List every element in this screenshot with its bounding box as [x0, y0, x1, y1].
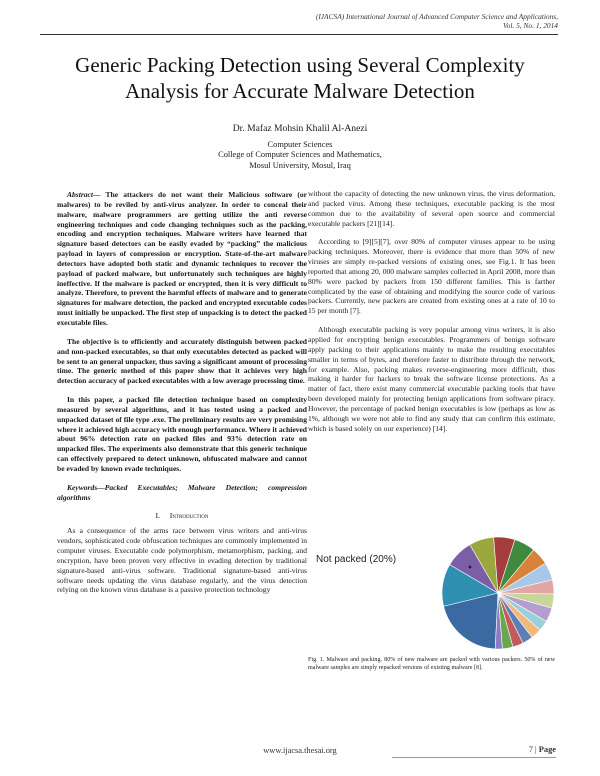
keywords: Keywords—Packed Executables; Malware Detection; compression algorithms: [57, 482, 307, 502]
title-line-1: Generic Packing Detection using Several Complexity: [75, 53, 525, 77]
intro-paragraph-1: As a consequence of the arms race between virus writers and anti-virus vendors, sophisticated code obfuscation techniques are commonly implemented in computer viruses. Executable code polymorphism, metamorphism, packing, and encryption, have been proven very effective in evading detection by traditional signature-based anti-virus software. Traditional signature-based anti-virus software needs updating the virus database regularly, and the virus detection relying on the known virus database is a passive protection technology: [57, 526, 307, 595]
header-rule: [40, 34, 558, 35]
page-number: 7 | Page: [528, 745, 556, 754]
right-paragraph-2: According to [9][5][7], over 80% of computer viruses appear to be using packing techniques. Moreover, there is evidence that more than 50% of new viruses are simply re-packed versions of existing ones, see Fig.1. It has been reported that among 20, 000 malware samples collected in April 2008, more than 80% were packed by packers from 150 different families. This is farther complicated by the ease of obtaining and modifying the source code of various packers. Currently, new packers are created from existing ones at a rate of 10 to 15 per month [7].: [308, 237, 555, 316]
affiliation-university: Mosul University, Mosul, Iraq: [249, 160, 351, 170]
pie-chart-svg: [308, 534, 555, 650]
abstract-text-1: The attackers do not want their Malicious software (or malwares) to be reviled by anti-virus analyzer. In order to conceal their malware, malware programmers are getting utilize the anti reverse engineering techniques and code changing techniques such as the packing, encoding and encryption techniques. Malware writers have learned that signature based detectors can be easily evaded by “packing” the malicious payload in layers of compression or encryption. State-of-the-art malware detectors have adopted both static and dynamic techniques to recover the payload of packed malware, but unfortunately such techniques are highly ineffective. If the malware is packed or encrypted, then it is very difficult to analyze. Therefore, to prevent the harmful effects of malware and to generate signatures for malware detection, the packed and encrypted executable codes must initially be unpacked. The first step of unpacking is to detect the packed executable files.: [57, 190, 307, 327]
abstract-paragraph-1: Abstract— The attackers do not want their Malicious software (or malwares) to be reviled by anti-virus analyzer. In order to conceal their malware, malware programmers are getting utilize the anti reverse engineering techniques and code changing techniques such as the packing, encoding and encryption techniques. Malware writers have learned that signature based detectors can be easily evaded by “packing” the malicious payload in layers of compression or encryption. State-of-the-art malware detectors have adopted both static and dynamic techniques to recover the payload of packed malware, but unfortunately such techniques are highly ineffective. If the malware is packed or encrypted, then it is very difficult to analyze. Therefore, to prevent the harmful effects of malware and to generate signatures for malware detection, the packed and encrypted executable codes must initially be unpacked. The first step of unpacking is to detect the packed executable files.: [57, 190, 307, 327]
abstract-label: Abstract: [67, 190, 93, 199]
journal-volume: Vol. 5, No. 1, 2014: [502, 21, 558, 30]
affiliation-dept: Computer Sciences: [267, 140, 333, 149]
keywords-text: Packed Executables; Malware Detection; compression algorithms: [57, 482, 307, 502]
left-column: [57, 190, 307, 604]
affiliation-college: College of Computer Sciences and Mathematics,: [218, 150, 382, 160]
section-heading-introduction: [57, 511, 307, 521]
figure-1-pie-chart: [308, 534, 555, 650]
abstract-paragraph-2: The objective is to efficiently and accurately distinguish between packed and non-packed executables, so that only executables detected as packed will be sent to an general unpacker, thus saving a significant amount of processing time. The generic method of this paper show that it achieves very high detection accuracy of packed executables with a low average processing time.: [57, 336, 307, 386]
pie-label-not-packed: Not packed (20%): [316, 554, 397, 565]
journal-header: [316, 12, 558, 30]
right-paragraph-3: Although executable packing is very popular among virus writers, it is also applied for encrypting benign executables. Programmers of benign software apply packing to their applications mainly to make the resulting executables smaller in terms of bytes, and therefore faster to distribute through the network, for example. Also, packing makes reverse-engineering more difficult, thus making it harder for hackers to break the software license protections. As a matter of fact, there exist many commercial executable packing tools that have been developed mainly for protecting benign applications from software piracy. However, the percentage of packed benign executables is low (perhaps as low as 1%, although we were not able to find any study that can confirm this estimate, which is based solely on our experience) [14].: [308, 325, 555, 433]
author-name: Dr. Mafaz Mohsin Khalil Al-Anezi: [232, 123, 368, 134]
page-number-value: 7: [528, 745, 533, 754]
right-paragraph-1: without the capacity of detecting the new unknown virus, the virus deformation, and packed virus. Among these techniques, executable packing is the most common due to the availability of several open source and commercial executable packers [21][14].: [308, 189, 555, 228]
journal-name: (IJACSA) International Journal of Advanced Computer Science and Applications,: [315, 12, 558, 21]
footer-rule: [392, 757, 556, 758]
pie-marker-dot: [469, 566, 472, 569]
section-title: Introduction: [169, 511, 209, 521]
abstract-paragraph-3: In this paper, a packed file detection technique based on complexity measured by several algorithms, and it has tested using a packed and unpacked dataset of file type .exe. The preliminary results are very promising where it achieved high accuracy with enough performance. Where it achieved about 96% detection rate on packed files and 93% detection rate on unpacked files. The experiments also demonstrate that this generic technique can effectively prepared to detect unknown, obfuscated malware and cannot be evaded by known evade techniques.: [57, 395, 307, 473]
keywords-label: Keywords: [67, 482, 98, 492]
author-affiliation: [0, 140, 600, 171]
paper-title: [20, 52, 580, 104]
page-number-label: Page: [538, 745, 556, 754]
footer-url[interactable]: www.ijacsa.thesai.org: [263, 746, 337, 755]
right-column: [308, 189, 555, 442]
title-line-2: Analysis for Accurate Malware Detection: [125, 79, 475, 103]
section-number: I.: [155, 511, 161, 521]
figure-caption: Fig. 1. Malware and packing. 80% of new malware are packed with various packers. 50% of new malware samples are simply repacked versions of existing malware [8].: [308, 657, 555, 671]
